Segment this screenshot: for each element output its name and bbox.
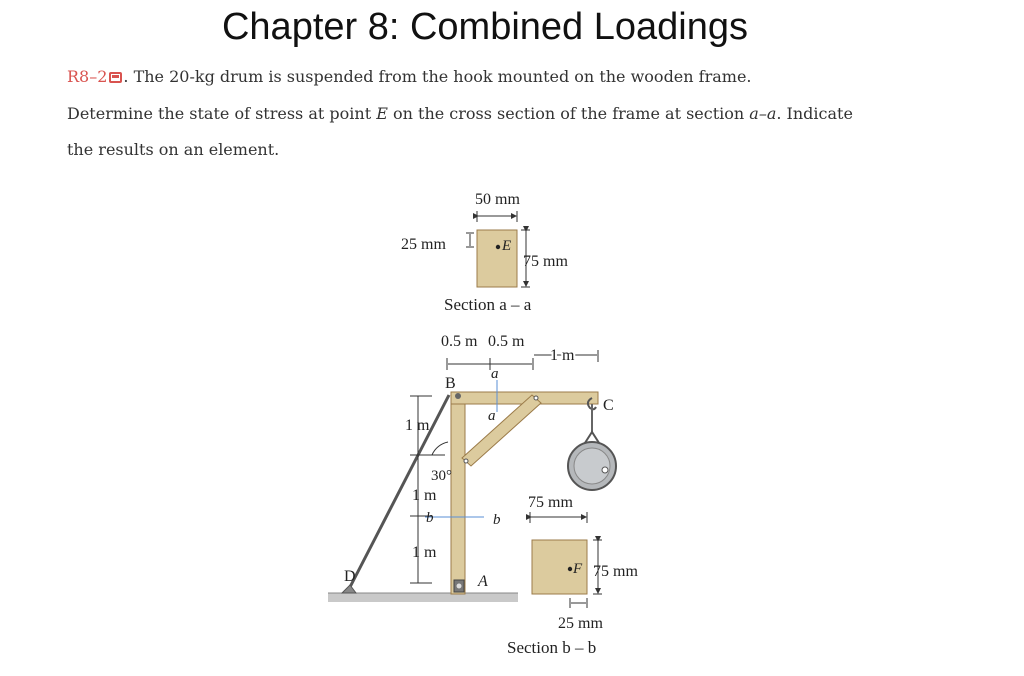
point-f-label: F [573, 561, 583, 577]
section-bb-width-dim: 75 mm [528, 494, 573, 511]
problem-line-1: R8–2 . The 20-kg drum is suspended from the hook mounted on the wooden frame. [67, 67, 752, 86]
problem-line-2: Determine the state of stress at point E on the cross section of the frame at section a–a. Indicate [67, 104, 853, 123]
dim-left-2: 1 m [412, 487, 437, 504]
label-d: D [344, 568, 356, 585]
label-a-mid: a [488, 408, 496, 424]
point-e-dot [496, 245, 500, 249]
pin-b [455, 393, 461, 399]
dim-top-1: 0.5 m [441, 333, 478, 350]
section-bb-caption: Section b – b [507, 638, 597, 657]
problem-number[interactable]: R8–2 [67, 67, 108, 86]
section-bb-offset-dim: 25 mm [558, 615, 603, 632]
label-b: B [445, 375, 456, 392]
ground [328, 593, 518, 602]
point-e-label: E [502, 238, 512, 254]
label-b-left: b [426, 510, 434, 526]
problem-line-3: the results on an element. [67, 140, 280, 159]
section-bb-height-dim: 75 mm [593, 563, 638, 580]
section-aa-caption: Section a – a [444, 295, 532, 314]
section-aa-width-dim: 50 mm [475, 191, 520, 208]
dim-top-3: 1 m [550, 347, 575, 364]
section-aa-diagram [401, 191, 568, 314]
point-f-dot [568, 567, 572, 571]
label-b-right: b [493, 512, 501, 528]
dim-left-3: 1 m [412, 544, 437, 561]
vertical-post [451, 392, 465, 594]
label-a-pin: A [478, 573, 488, 590]
section-aa-height-dim: 75 mm [523, 253, 568, 270]
dim-left-1: 1 m [405, 417, 430, 434]
label-a-top: a [491, 366, 499, 382]
chapter-title: Chapter 8: Combined Loadings [221, 6, 748, 48]
section-bb-diagram [507, 494, 638, 657]
dim-top-2: 0.5 m [488, 333, 525, 350]
diagonal-brace [462, 395, 541, 466]
anchor-d [342, 585, 356, 593]
angle-label: 30° [431, 468, 452, 484]
section-aa-offset-dim: 25 mm [401, 236, 446, 253]
label-c: C [603, 397, 614, 414]
